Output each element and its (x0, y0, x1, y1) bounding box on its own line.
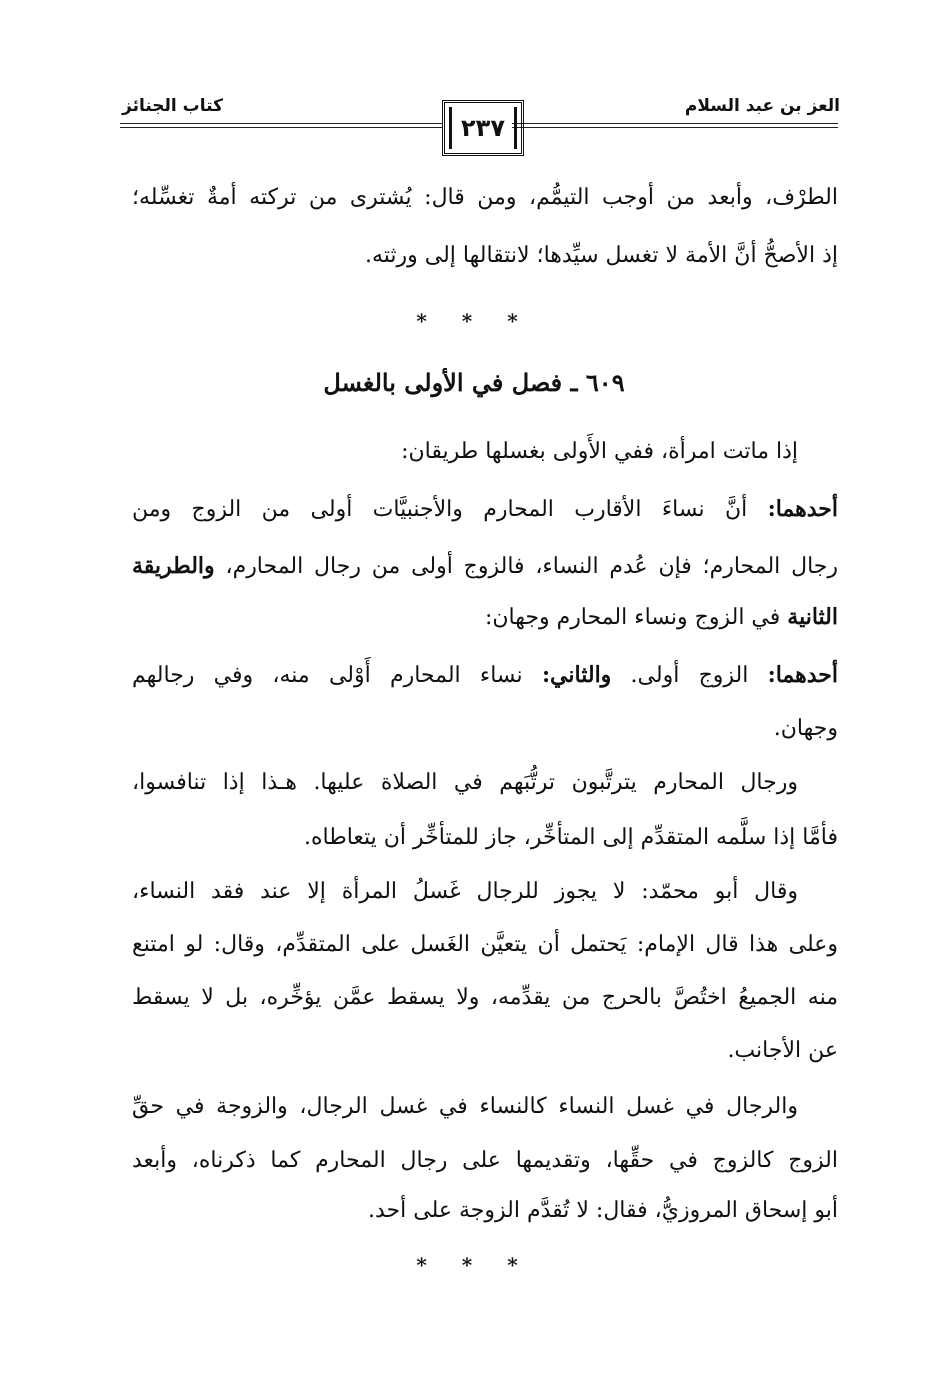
section-separator: * * * (416, 309, 532, 333)
text-line (132, 494, 838, 525)
text-line: ورجال المحارم يترتَّبون ترتُّبَهم في الصلاة عليها. هـذا إذا تنافسوا، (132, 770, 798, 795)
header-author: العز بن عبد السلام (684, 96, 840, 116)
header-book-section: كتاب الجنائز (122, 96, 223, 116)
text-line (132, 551, 838, 582)
text-line: وعلى هذا قال الإمام: يَحتمل أن يتعيَّن الغَسل على المتقدِّم، وقال: لو امتنع (132, 932, 838, 957)
header-rule (120, 123, 443, 124)
text-run: أنَّ نساءَ الأقارب المحارم والأجنبيَّات أولى من الزوج ومن (132, 497, 768, 522)
bold-term: والطريقة (132, 553, 215, 579)
text-line: الطرْف، وأبعد من أوجب التيمُّم، ومن قال: يُشترى من تركته أمةٌ تغسِّله؛ (132, 185, 839, 210)
text-line: عن الأجانب. (727, 1038, 838, 1063)
text-run: نساء المحارم أَوْلى منه، وفي رجالهم (132, 663, 542, 688)
text-line: والرجال في غسل النساء كالنساء في غسل الرجال، والزوجة في حقِّ (132, 1094, 798, 1119)
text-run: في الزوج ونساء المحارم وجهان: (484, 605, 788, 630)
text-line: إذا ماتت امرأة، ففي الأَولى بغسلها طريقان: (401, 439, 798, 464)
text-line: الزوج كالزوج في حقِّها، وتقديمها على رجال المحارم كما ذكرناه، وأبعد (132, 1148, 838, 1173)
text-line: وقال أبو محمّد: لا يجوز للرجال غَسلُ المرأة إلا عند فقد النساء، (132, 879, 798, 904)
bold-term: والثاني: (541, 662, 612, 688)
text-run: الزوج أولى. (611, 663, 768, 688)
header-rule (120, 127, 443, 128)
text-run: رجال المحارم؛ فإن عُدم النساء، فالزوج أولى من رجال المحارم، (214, 554, 838, 579)
bold-term: أحدهما: (767, 496, 838, 522)
text-line (132, 602, 838, 633)
bold-term: الثانية (787, 604, 838, 630)
bold-term: أحدهما: (767, 662, 838, 688)
text-line: أبو إسحاق المروزيُّ، فقال: لا تُقدَّم الزوجة على أحد. (368, 1198, 838, 1223)
header-rule (512, 123, 838, 124)
text-line: منه الجميعُ اختُصَّ بالحرج من يقدِّمه، ولا يسقط عمَّن يؤخِّره، بل لا يسقط (132, 985, 838, 1010)
header-rule (512, 127, 838, 128)
text-line: فأمَّا إذا سلَّمه المتقدِّم إلى المتأخِّر، جاز للمتأخِّر أن يتعاطاه. (303, 825, 838, 850)
text-line: إذ الأصحُّ أنَّ الأمة لا تغسل سيِّدها؛ لانتقالها إلى ورثته. (364, 243, 838, 268)
section-heading: ٦٠٩ ـ فصل في الأولى بالغسل (323, 368, 625, 397)
page-number-frame (442, 100, 524, 156)
text-line (132, 660, 838, 691)
page-number: ٢٣٧ (461, 114, 505, 142)
text-line: وجهان. (773, 716, 838, 741)
section-separator: * * * (416, 1253, 532, 1277)
